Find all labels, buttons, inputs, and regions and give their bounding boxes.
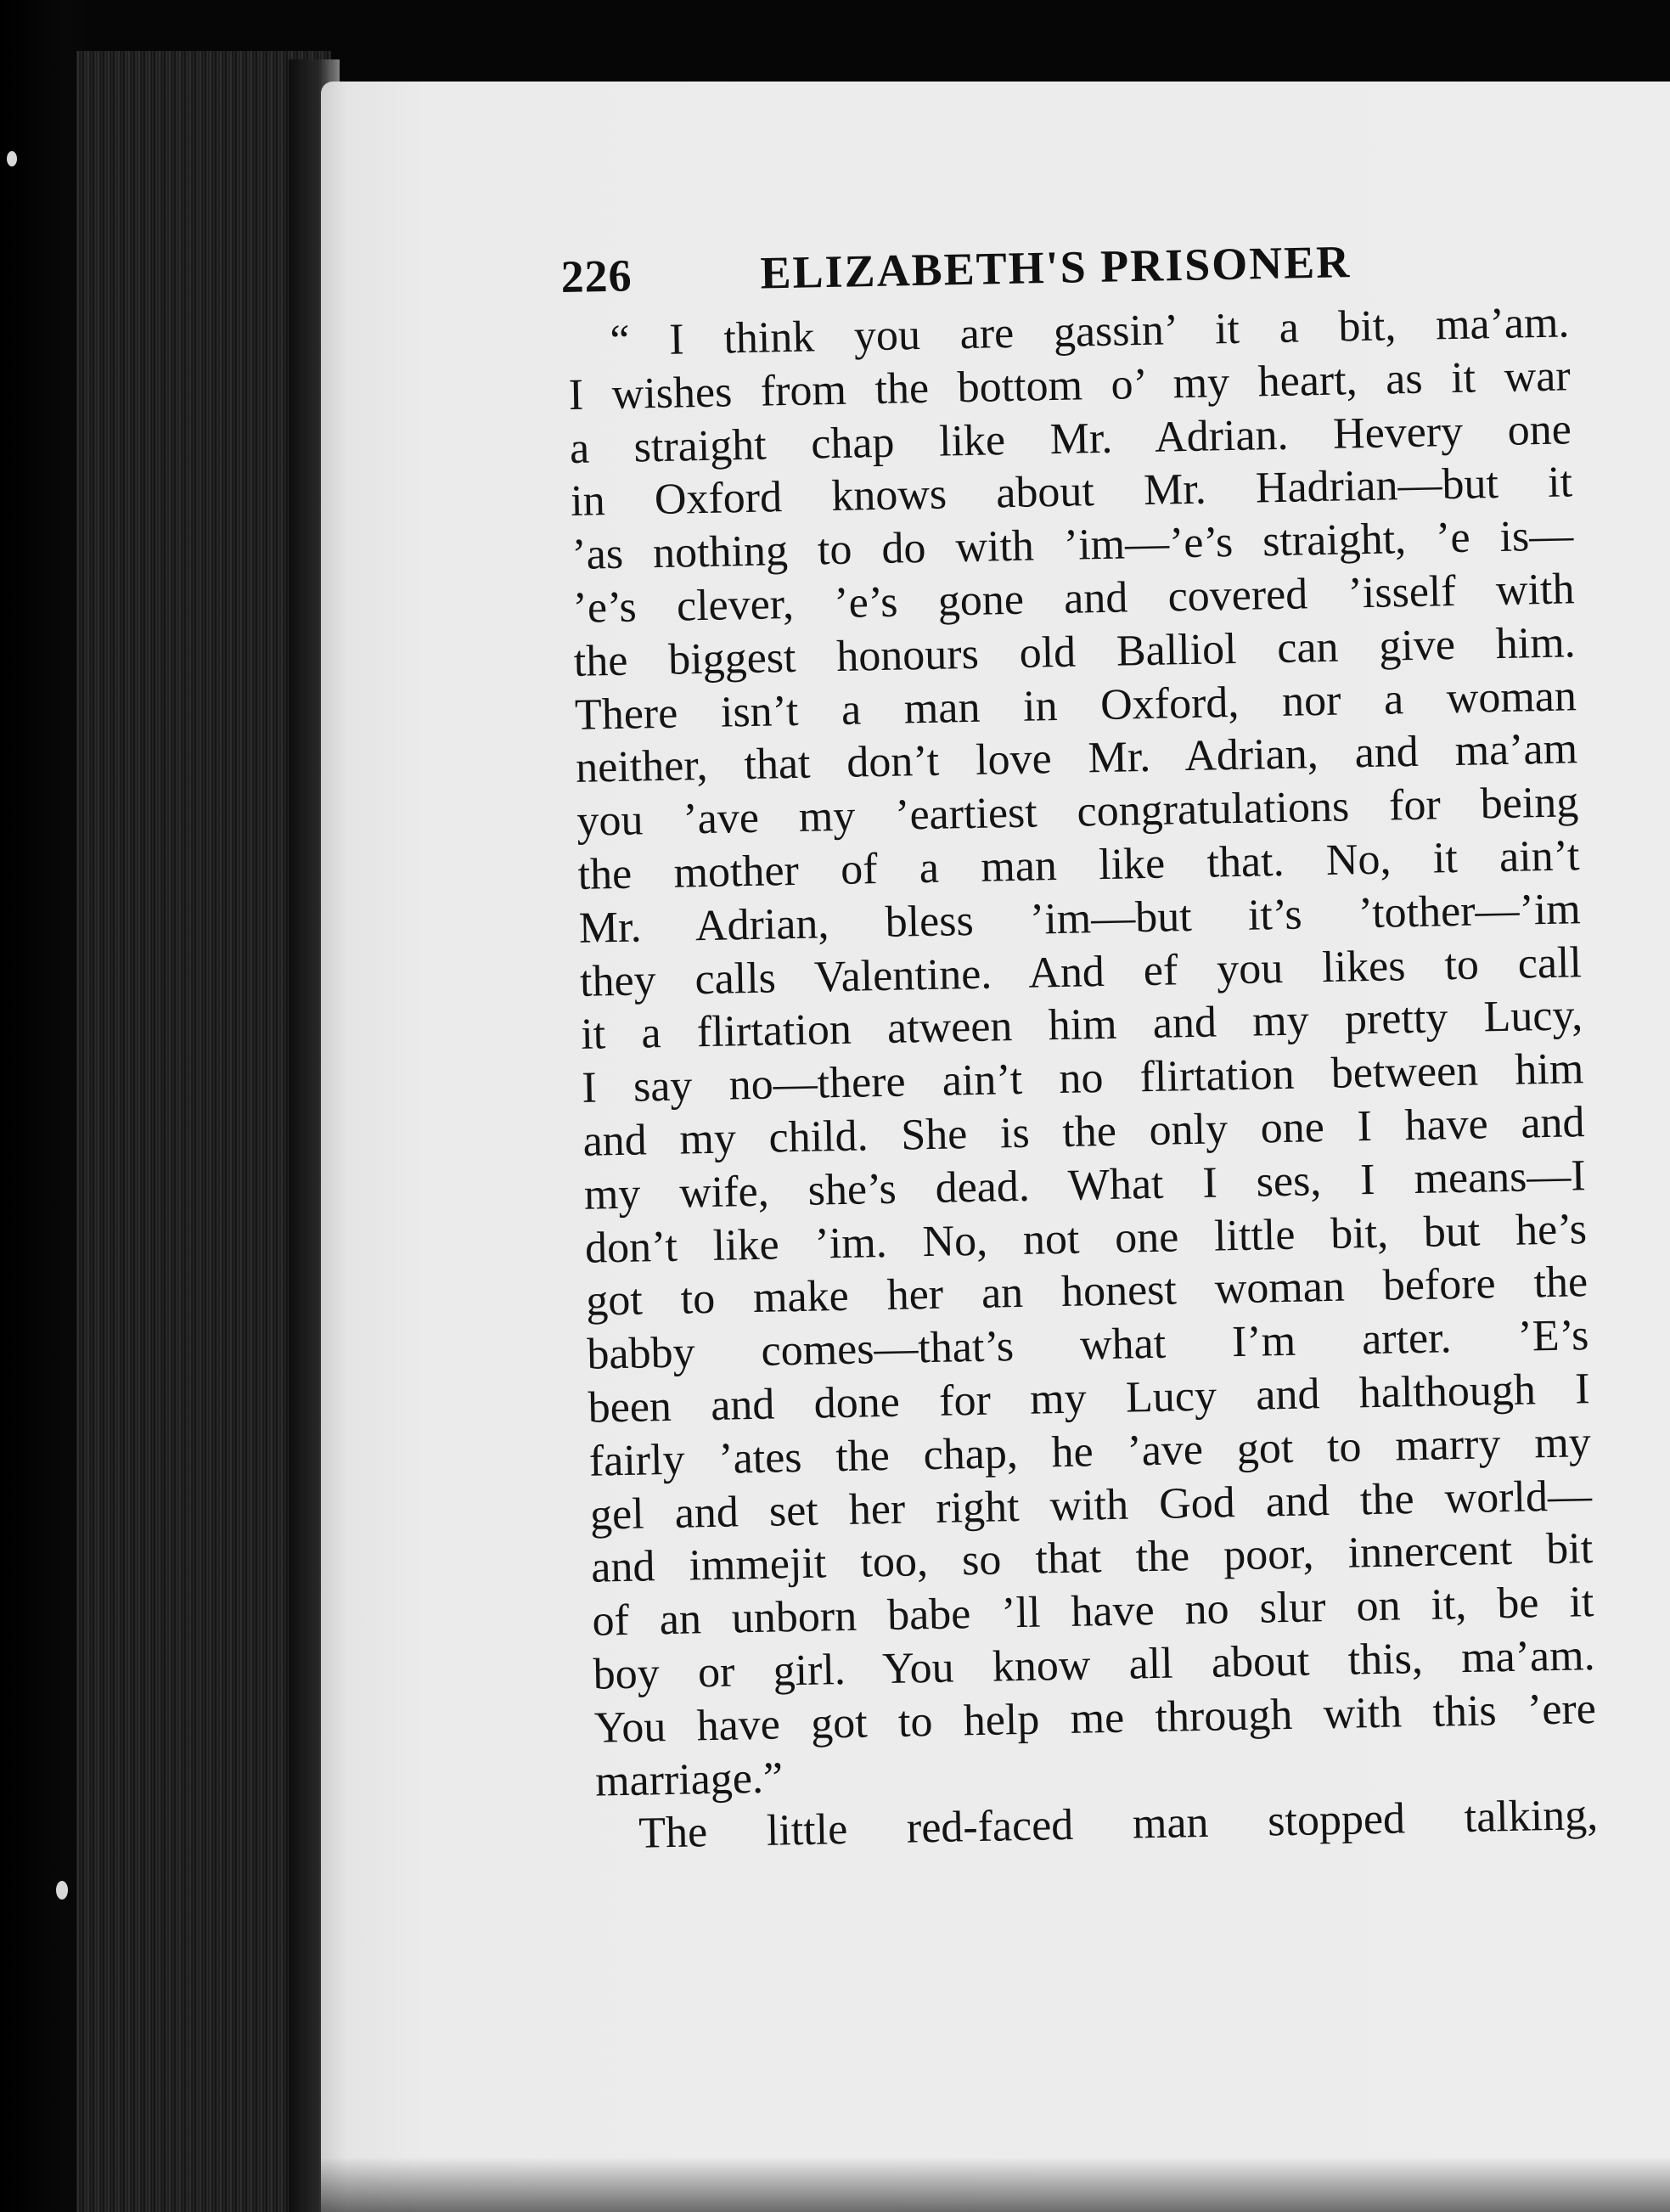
text-line: I say no—there ain’t no flirtation between him	[581, 1044, 1584, 1112]
text-line: and immejit too, so that the poor, innercent bit	[590, 1524, 1594, 1593]
scan-speck	[56, 1881, 68, 1900]
text-line: ’e’s clever, ’e’s gone and covered ’isself with	[572, 565, 1575, 633]
text-line: The little red-faced man stopped talking,	[638, 1791, 1599, 1859]
text-line: the biggest honours old Balliol can give him.	[573, 618, 1577, 686]
text-line: I wishes from the bottom o’ my heart, as it war	[568, 352, 1572, 419]
text-line: a straight chap like Mr. Adrian. Hevery one	[569, 404, 1572, 473]
text-line: you ’ave my ’eartiest congratulations for being	[576, 778, 1579, 847]
text-line: been and done for my Lucy and halthough I	[588, 1365, 1591, 1432]
text-line: boy or girl. You know all about this, ma’am.	[593, 1630, 1596, 1699]
scan-speck	[7, 151, 17, 166]
text-line: There isn’t a man in Oxford, nor a woman	[574, 671, 1577, 740]
body-text	[567, 296, 1599, 1861]
text-line: Mr. Adrian, bless ’im—but it’s ’tother—’im	[578, 884, 1582, 953]
text-line: don’t like ’im. No, not one little bit, but he’s	[584, 1204, 1588, 1273]
text-line: it a flirtation atween him and my pretty Lucy,	[580, 991, 1583, 1060]
text-line: got to make her an honest woman before the	[585, 1258, 1588, 1326]
text-line: ’as nothing to do with ’im—’e’s straight, ’e is—	[571, 511, 1574, 580]
page-number: 226	[560, 250, 633, 302]
text-line: You have got to help me through with this ’ere	[593, 1684, 1597, 1753]
text-line: in Oxford knows about Mr. Hadrian—but it	[570, 458, 1573, 526]
text-line: and my child. She is the only one I have and	[582, 1098, 1585, 1166]
text-line: of an unborn babe ’ll have no slur on it, be it	[591, 1578, 1594, 1646]
text-line: my wife, she’s dead. What I ses, I means—I	[583, 1151, 1587, 1219]
text-line: neither, that don’t love Mr. Adrian, and ma’am	[575, 724, 1578, 793]
page-bottom-shadow	[321, 2157, 1670, 2212]
text-line: gel and set her right with God and the world—	[589, 1471, 1593, 1539]
text-line: babby comes—that’s what I’m arter. ’E’s	[586, 1311, 1589, 1379]
text-line: the mother of a man like that. No, it ain’t	[577, 831, 1580, 899]
text-line: marriage.”	[594, 1753, 784, 1806]
text-line: fairly ’ates the chap, he ’ave got to marry my	[588, 1417, 1592, 1486]
running-head: ELIZABETH'S PRISONER	[759, 236, 1352, 299]
text-line: they calls Valentine. And ef you likes to call	[579, 937, 1583, 1006]
text-line: “ I think you are gassin’ it a bit, ma’am.	[610, 298, 1570, 366]
